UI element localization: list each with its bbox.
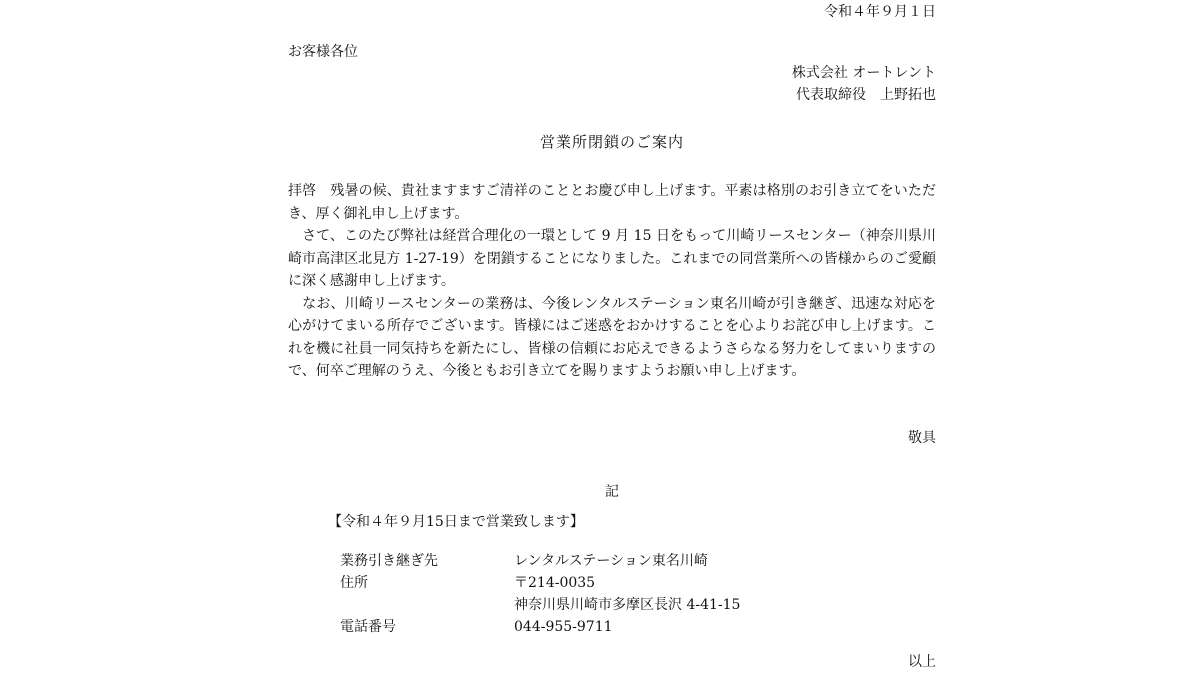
addressee: お客様各位 <box>288 44 358 60</box>
sender-block <box>792 62 936 106</box>
postal-code: 〒214-0035 <box>514 575 596 591</box>
successor-value: レンタルステーション東名川崎 <box>514 553 708 569</box>
phone-label: 電話番号 <box>340 619 396 635</box>
closing-keigu: 敬具 <box>908 430 936 446</box>
closing-ijou: 以上 <box>908 654 936 670</box>
successor-label: 業務引き継ぎ先 <box>340 553 438 569</box>
ki-heading: 記 <box>605 484 619 500</box>
paragraph-successor: なお、川崎リースセンターの業務は、今後レンタルステーション東名川崎が引き継ぎ、迅速な対応を心がけてまいる所存でございます。皆様にはご迷惑をおかけすることを心よりお詫び申し上げます。これを機に社員一同気持ちを新たにし、皆様の信頼にお応えできるようさらなる努力をしてまいりますので、何卒ご理解のうえ、今後ともお引き立てを賜りますようお願い申し上げます。 <box>288 295 936 379</box>
detail-row-phone <box>340 616 900 638</box>
body-text <box>288 180 936 383</box>
empty-label <box>340 594 514 616</box>
letter-date: 令和４年９月１日 <box>824 4 936 20</box>
detail-row-successor <box>340 550 900 572</box>
business-notice: 【令和４年９月15日まで営業致します】 <box>328 514 584 530</box>
document-title: 営業所閉鎖のご案内 <box>539 133 684 151</box>
detail-row-address-line <box>340 594 900 616</box>
detail-row-address <box>340 572 900 594</box>
details-table <box>340 550 900 638</box>
paragraph-closure-notice: さて、このたび弊社は経営合理化の一環として 9 月 15 日をもって川崎リースセンター（神奈川県川崎市高津区北見方 1-27-19）を閉鎖することになりました。これまでの同営業所への皆様からのご愛顧に深く感謝申し上げます。 <box>288 228 936 289</box>
address-label: 住所 <box>340 575 368 591</box>
company-name: 株式会社 オートレント <box>791 65 936 81</box>
paragraph-greeting: 拝啓 残暑の候、貴社ますますご清祥のこととお慶び申し上げます。平素は格別のお引き立てをいただき、厚く御礼申し上げます。 <box>288 183 936 222</box>
address-value: 神奈川県川崎市多摩区長沢 4-41-15 <box>514 597 741 613</box>
phone-value: 044-955-9711 <box>514 619 613 635</box>
representative-name: 代表取締役 上野拓也 <box>796 87 936 103</box>
